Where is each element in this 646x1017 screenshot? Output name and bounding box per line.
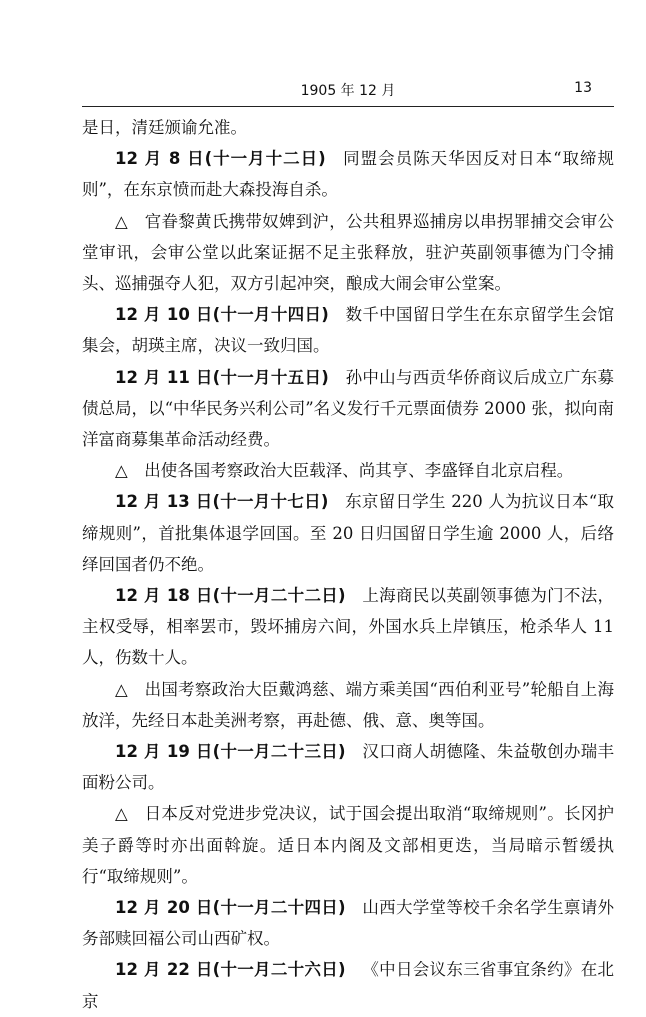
running-header [82,80,614,102]
paragraph-continuation [82,112,614,143]
chronology-entry [82,736,614,798]
chronology-body [82,112,614,1017]
entry-date: 12 月 20 日(十一月二十四日) [115,898,346,918]
entry-date: 12 月 19 日(十一月二十三日) [115,742,346,762]
page-number: 13 [574,80,592,96]
entry-text: 山西大学堂等校千余名学生禀请外务部赎回福公司山西矿权。 [82,898,614,949]
entry-date: 12 月 11 日(十一月十五日) [115,367,329,387]
entry-text: 是日，清廷颁谕允准。 [82,118,247,137]
triangle-marker: △ [115,211,128,231]
chronology-entry [82,362,614,456]
entry-text: 日本反对党进步党决议，试于国会提出取消“取缔规则”。长冈护美子爵等时亦出面斡旋。适日本内阁及文部相更迭，当局暗示暂缓执行“取缔规则”。 [82,804,614,886]
entry-text: 同盟会员陈天华因反对日本“取缔规则”，在东京愤而赴大森投海自杀。 [82,149,614,200]
chronology-entry [82,455,614,486]
header-title: 1905 年 12 月 [300,83,396,99]
entry-date: 12 月 8 日(十一月十二日) [115,149,326,169]
chronology-entry [82,143,614,205]
chronology-entry [82,206,614,300]
entry-text: 出使各国考察政治大臣载泽、尚其亨、李盛铎自北京启程。 [144,461,574,481]
entry-date: 12 月 18 日(十一月二十二日) [115,586,346,606]
triangle-marker: △ [115,804,128,824]
entry-text: 孙中山与西贡华侨商议后成立广东募债总局，以“中华民务兴利公司”名义发行千元票面债券 2000 张，拟向南洋富商募集革命活动经费。 [82,367,614,450]
chronology-entry [82,892,614,954]
entry-text: 汉口商人胡德隆、朱益敬创办瑞丰面粉公司。 [82,742,614,793]
triangle-marker: △ [115,679,128,699]
chronology-entry [82,580,614,674]
chronology-entry [82,486,614,580]
triangle-marker: △ [115,461,128,481]
entry-text: 数千中国留日学生在东京留学生会馆集会，胡瑛主席，决议一致归国。 [82,305,614,356]
entry-text: 东京留日学生 220 人为抗议日本“取缔规则”，首批集体退学回国。至 20 日归国留日学生逾 2000 人，后络绎回国者仍不绝。 [82,492,614,574]
entry-text: 官眷黎黄氏携带奴婢到沪，公共租界巡捕房以串拐罪捕交会审公堂审讯，会审公堂以此案证据不足主张释放，驻沪英副领事德为门令捕头、巡捕强夺人犯，双方引起冲突，酿成大闹会审公堂案。 [82,211,614,294]
entry-date: 12 月 10 日(十一月十四日) [115,305,329,325]
entry-date: 12 月 22 日(十一月二十六日) [115,960,346,980]
chronology-entry [82,674,614,736]
chronology-entry [82,299,614,361]
entry-text: 出国考察政治大臣戴鸿慈、端方乘美国“西伯利亚号”轮船自上海放洋，先经日本赴美洲考察，再赴德、俄、意、奥等国。 [82,679,614,730]
header-rule [82,106,614,107]
chronology-entry [82,954,614,1016]
entry-text: 上海商民以英副领事德为门不法，主权受辱，相率罢市，毁坏捕房六间，外国水兵上岸镇压，枪杀华人 11 人，伤数十人。 [82,586,614,668]
chronology-entry [82,798,614,892]
entry-date: 12 月 13 日(十一月十七日) [115,492,329,512]
entry-text: 《中日会议东三省事宜条约》在北京 [82,960,614,1011]
